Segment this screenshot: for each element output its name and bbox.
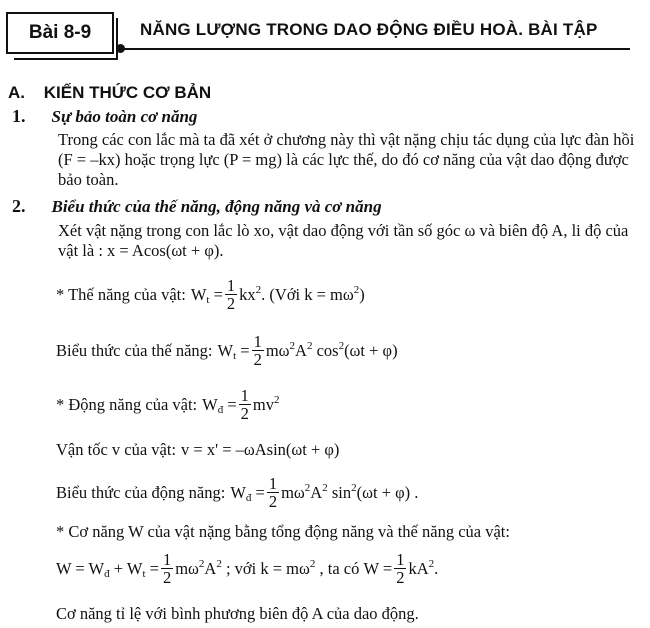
formula-5-rhs: $m\omega^2A^2$ $\sin^2(\omega t + \varphi)$ .: [281, 481, 419, 502]
formula-6-label: * Cơ năng W của vật nặng bằng tổng động năng và thế năng của vật:: [56, 522, 510, 541]
formula-7-fraction-2: $\frac{1}{2}$: [396, 550, 405, 587]
section-a-label: A.: [8, 83, 25, 102]
lesson-title: NĂNG LƯỢNG TRONG DAO ĐỘNG ĐIỀU HOÀ. BÀI TẬP: [140, 20, 598, 39]
formula-7-rhs-1: $m\omega^2A^2$: [175, 557, 222, 578]
subsection-2-paragraph: Xét vật nặng trong con lắc lò xo, vật dao động với tần số góc ω và biên độ A, li độ của vật là : x = Acos(ωt + φ).: [58, 221, 629, 260]
formula-velocity: [56, 440, 339, 460]
formula-3-rhs: $mv^2$: [252, 393, 280, 414]
formula-3-label: * Động năng của vật:: [56, 394, 198, 414]
subsection-1-number: 1.: [12, 106, 26, 126]
subsection-1-heading: [12, 106, 197, 127]
section-a-title: KIẾN THỨC CƠ BẢN: [43, 83, 212, 102]
subsection-2-title: Biểu thức của thế năng, động năng và cơ năng: [51, 197, 382, 216]
formula-potential-energy: [56, 277, 365, 312]
formula-5-lhs: $W_đ$ =: [230, 482, 265, 504]
lesson-number-box: [6, 12, 114, 54]
formula-1-lhs: $W_t$ =: [190, 284, 223, 306]
formula-1-rhs: $kx^2$: [239, 283, 262, 304]
formula-4-expr: v = x' = –ωAsin(ωt + φ): [181, 440, 340, 459]
formula-7-then: , ta có: [319, 558, 360, 578]
formula-4-label: Vận tốc v của vật:: [56, 440, 177, 459]
formula-7-mid: ; với k = mω: [225, 558, 310, 578]
section-a-heading: [8, 83, 211, 103]
formula-7-lhs: $W = W_đ + W_t$ =: [56, 558, 159, 580]
conclusion-text: Cơ năng tỉ lệ với bình phương biên độ A của dao động.: [56, 604, 419, 623]
formula-3-lhs: $W_đ$ =: [202, 394, 237, 416]
subsection-1-title: Sự bảo toàn cơ năng: [51, 107, 198, 126]
subsection-2-number: 2.: [12, 196, 26, 216]
header-rule: [120, 48, 630, 50]
formula-7-fraction-1: $\frac{1}{2}$: [162, 550, 172, 587]
formula-2-rhs: $m\omega^2A^2$ $\cos^2(\omega t + \varphi)$: [265, 339, 398, 360]
formula-1-label: * Thế năng của vật:: [56, 284, 186, 304]
formula-5-label: Biểu thức của động năng:: [56, 482, 226, 502]
lesson-number: Bài 8-9: [28, 22, 92, 43]
formula-1-note: . (Với k = mω: [261, 284, 354, 304]
formula-3-fraction: $\frac{1}{2}$: [240, 386, 249, 423]
formula-7-rhs-2: $kA^2$.: [408, 557, 439, 578]
formula-1-note-end: $^2$): [353, 283, 365, 304]
formula-1-fraction: $\frac{1}{2}$: [226, 276, 236, 313]
formula-7-mid-sup: 2: [309, 557, 316, 570]
subsection-1-paragraph: Trong các con lắc mà ta đã xét ở chương này thì vật nặng chịu tác dụng của lực đàn hồi (F = –kx) hoặc trọng lực (P = mg) là các lực thế, do đó cơ năng của vật dao động được bảo toàn.: [58, 130, 635, 189]
formula-5-fraction: $\frac{1}{2}$: [268, 474, 278, 511]
formula-2-label: Biểu thức của thế năng:: [56, 340, 213, 360]
formula-mechanical-energy-intro: [56, 522, 510, 542]
formula-kinetic-energy: [56, 387, 280, 422]
subsection-2-heading: [12, 196, 382, 217]
formula-mechanical-energy: [56, 551, 438, 586]
formula-2-lhs: $W_t$ =: [217, 340, 250, 362]
formula-2-fraction: $\frac{1}{2}$: [253, 332, 262, 369]
lesson-box-shadow: [14, 18, 118, 60]
formula-kinetic-energy-expanded: [56, 475, 418, 510]
formula-7-w: W =: [359, 558, 393, 578]
formula-potential-energy-expanded: [56, 333, 398, 368]
